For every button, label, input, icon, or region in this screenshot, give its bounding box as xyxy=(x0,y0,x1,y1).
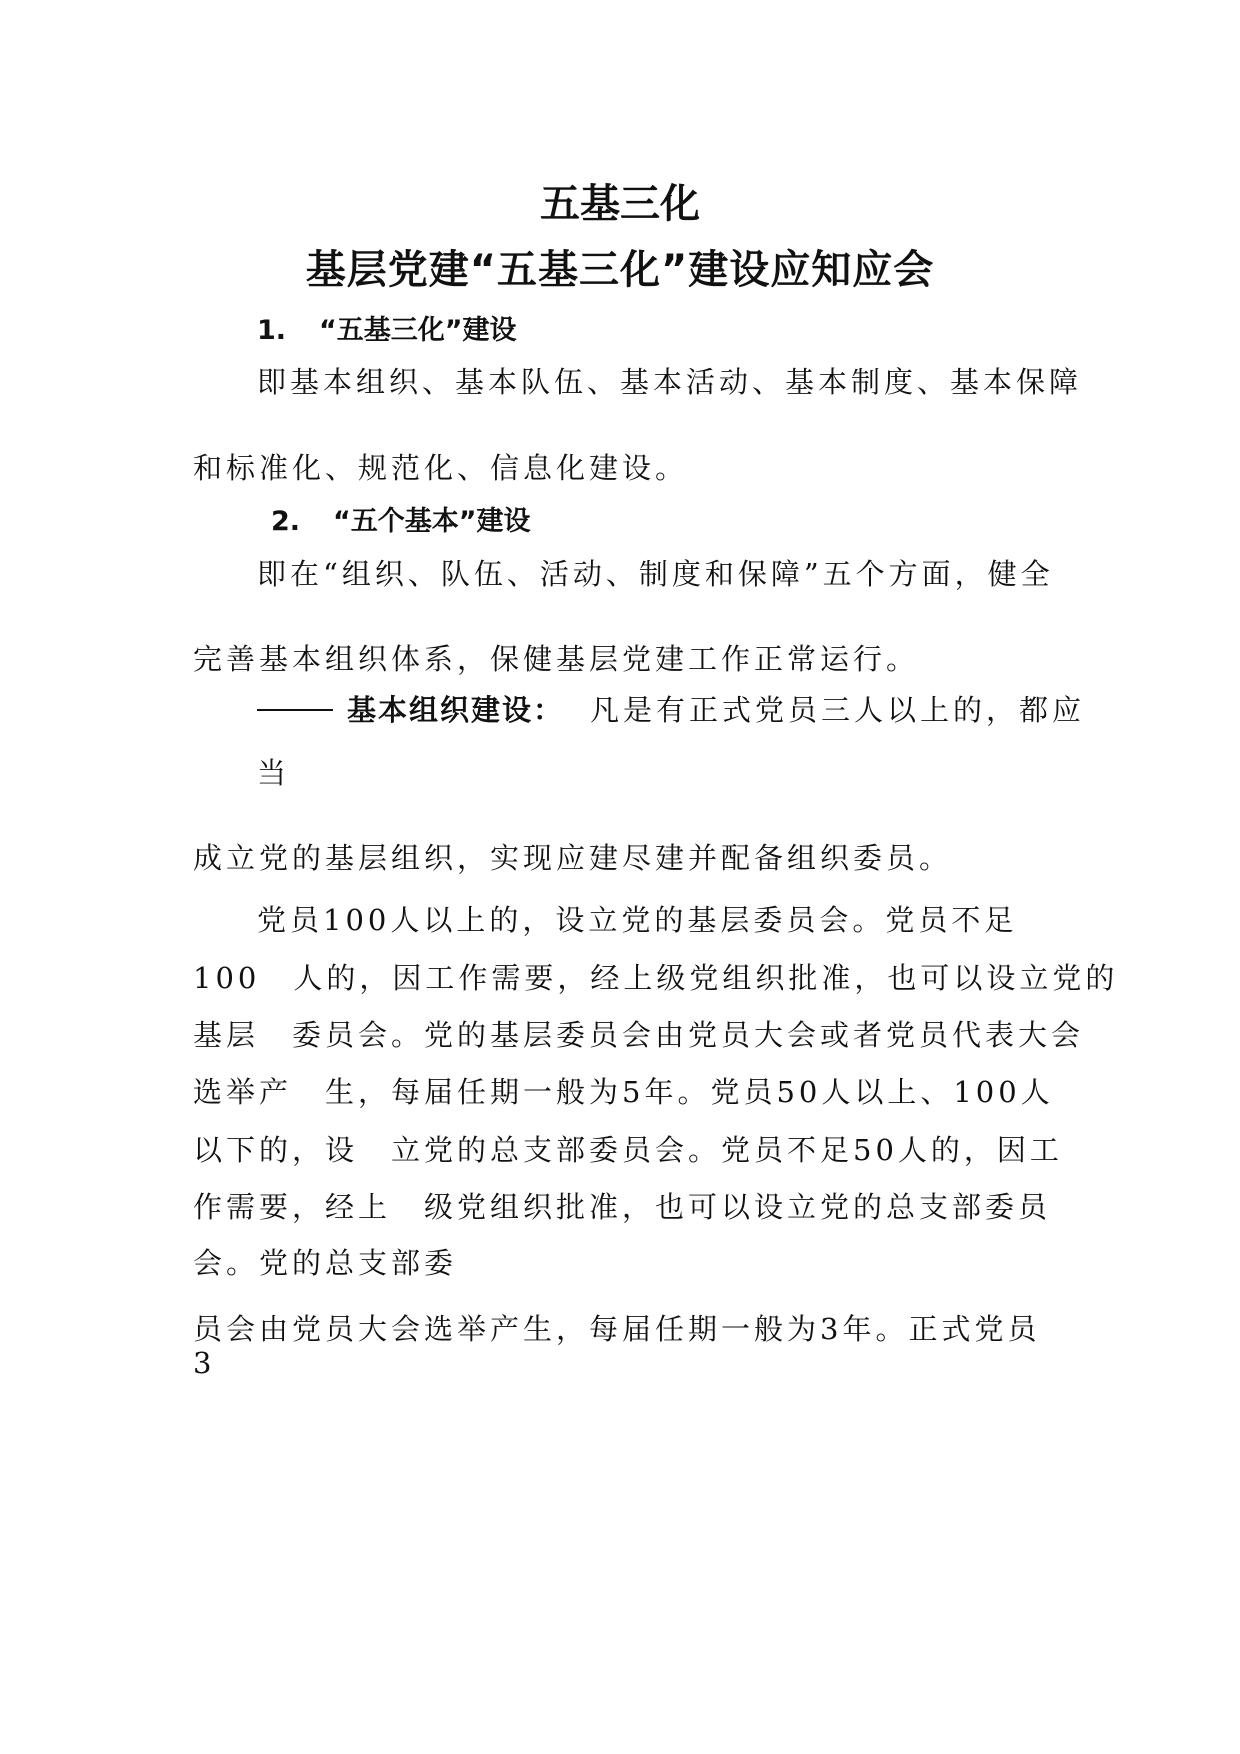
para-line-3: 基层 委员会。党的基层委员会由党员大会或者党员代表大会 xyxy=(193,1018,1085,1052)
org-text: 凡是有正式党员三人以上的，都应 xyxy=(590,693,1086,727)
section-2-line-1: 即在“组织、队伍、活动、制度和保障”五个方面，健全 xyxy=(257,557,1054,591)
document-subtitle: 基层党建“五基三化”建设应知应会 xyxy=(305,247,935,293)
section-2-title: “五个基本”建设 xyxy=(333,506,531,537)
para-line-7: 会。党的总支部委 xyxy=(193,1246,458,1280)
section-1-line-1: 即基本组织、基本队伍、基本活动、基本制度、基本保障 xyxy=(257,365,1083,399)
section-2-number: 2. xyxy=(271,506,301,537)
section-1-heading xyxy=(257,314,517,348)
para-line-2: 100 人的，因工作需要，经上级党组织批准，也可以设立党的 xyxy=(193,961,1119,995)
org-line xyxy=(257,693,1085,727)
para-tail-2: 3 xyxy=(193,1346,216,1380)
section-1-number: 1. xyxy=(257,315,287,346)
section-2-line-2: 完善基本组织体系，保健基层党建工作正常运行。 xyxy=(193,642,920,676)
para-line-4: 选举产 生，每届任期一般为5年。党员50人以上、100人 xyxy=(193,1075,1054,1109)
em-dash-rule xyxy=(257,709,333,711)
para-line-5: 以下的，设 立党的总支部委员会。党员不足50人的，因工 xyxy=(193,1133,1063,1167)
document-title: 五基三化 xyxy=(540,181,700,227)
org-continuation-2: 成立党的基层组织，实现应建尽建并配备组织委员。 xyxy=(193,841,953,875)
para-line-6: 作需要，经上 级党组织批准，也可以设立党的总支部委员 xyxy=(193,1190,1052,1224)
para-tail-1: 员会由党员大会选举产生，每届任期一般为3年。正式党员 xyxy=(193,1312,1041,1346)
section-1-line-2: 和标准化、规范化、信息化建设。 xyxy=(193,451,689,485)
section-1-title: “五基三化”建设 xyxy=(319,315,517,346)
para-line-1: 党员100人以上的，设立党的基层委员会。党员不足 xyxy=(257,903,1018,937)
section-2-heading xyxy=(271,505,531,539)
org-label: 基本组织建设： xyxy=(347,693,565,727)
org-continuation-1: 当 xyxy=(257,756,291,790)
